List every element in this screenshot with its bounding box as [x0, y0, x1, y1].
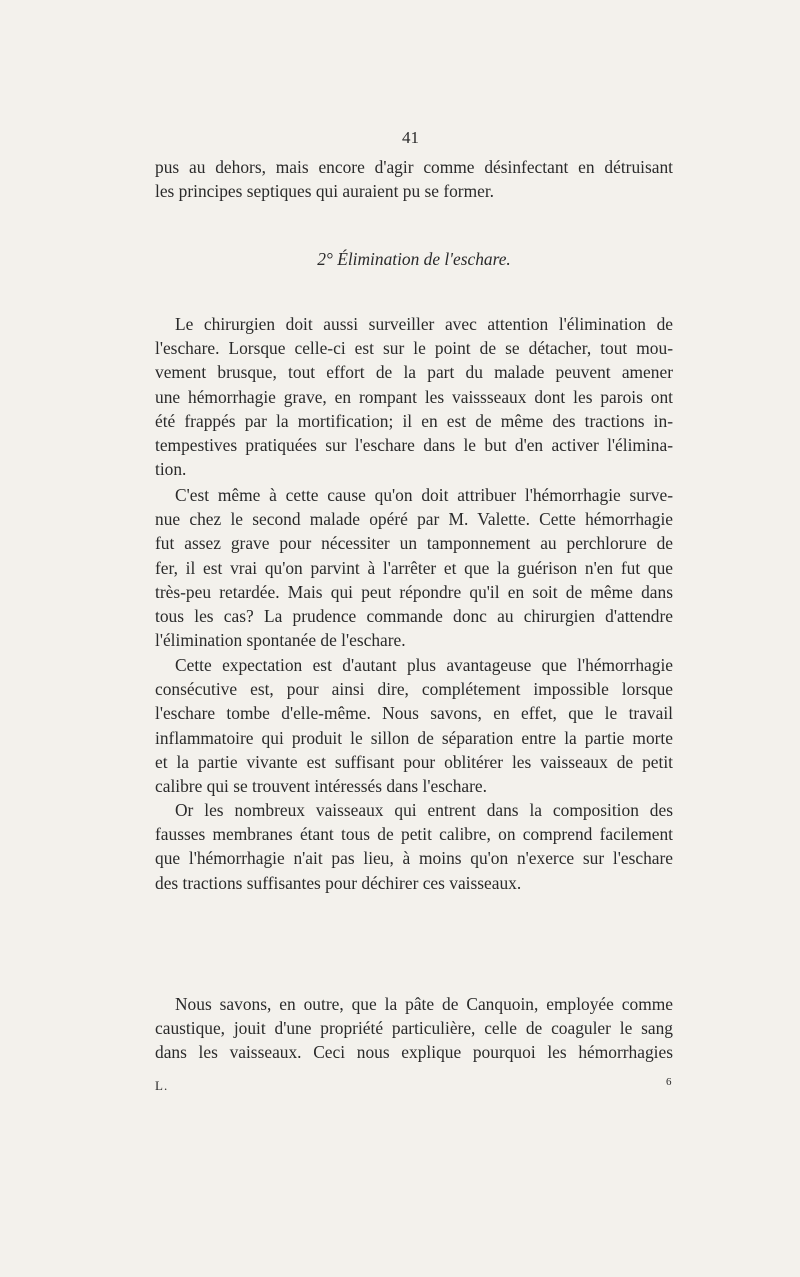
- text-line: nue chez le second malade opéré par M. Valette. Cette hémorrhagie: [155, 509, 673, 530]
- text-line: pus au dehors, mais encore d'agir comme désinfectant en détruisant: [155, 157, 673, 177]
- text-line: très-peu retardée. Mais qui peut répondre qu'il en soit de même dans: [155, 581, 673, 602]
- section-heading: 2° Élimination de l'eschare.: [317, 249, 511, 269]
- text-line: consécutive est, pour ainsi dire, complétement impossible lorsque: [155, 679, 673, 700]
- text-line: fer, il est vrai qu'on parvint à l'arrêter et que la guérison n'en fut que: [155, 557, 673, 578]
- text-line: dans les vaisseaux. Ceci nous explique pourquoi les hémorrhagies: [155, 1042, 673, 1063]
- page-number: 41: [402, 128, 419, 147]
- text-line: et la partie vivante est suffisant pour oblitérer les vaisseaux de petit: [155, 751, 673, 772]
- text-line: caustique, jouit d'une propriété particulière, celle de coaguler le sang: [155, 1018, 673, 1039]
- text-line: vement brusque, tout effort de la part du malade peuvent amener: [155, 362, 673, 383]
- text-line: des tractions suffisantes pour déchirer ces vaisseaux.: [155, 872, 522, 893]
- text-line: fausses membranes étant tous de petit calibre, on comprend facilement: [155, 824, 673, 845]
- text-line: tous les cas? La prudence commande donc au chirurgien d'attendre: [155, 606, 673, 626]
- text-line: une hémorrhagie grave, en rompant les vaissseaux dont les parois ont: [155, 386, 673, 407]
- text-line: l'eschare tombe d'elle-même. Nous savons, en effet, que le travail: [155, 703, 673, 724]
- text-line: Cette expectation est d'autant plus avantageuse que l'hémorrhagie: [175, 655, 673, 675]
- text-line: Le chirurgien doit aussi surveiller avec attention l'élimination de: [175, 314, 673, 334]
- text-line: calibre qui se trouvent intéressés dans l'eschare.: [155, 776, 487, 796]
- text-line: tempestives pratiquées sur l'eschare dans le but d'en activer l'élimina-: [155, 435, 673, 455]
- text-line: l'eschare. Lorsque celle-ci est sur le point de se détacher, tout mou-: [155, 338, 673, 359]
- text-line: été frappés par la mortification; il en est de même des tractions in-: [155, 410, 673, 431]
- text-line: inflammatoire qui produit le sillon de séparation entre la partie morte: [155, 727, 673, 748]
- text-line: fut assez grave pour nécessiter un tamponnement au perchlorure de: [155, 533, 673, 554]
- text-line: C'est même à cette cause qu'on doit attribuer l'hémorrhagie surve-: [175, 485, 673, 505]
- text-line: tion.: [155, 459, 187, 480]
- text-line: que l'hémorrhagie n'ait pas lieu, à moins qu'on n'exerce sur l'eschare: [155, 848, 673, 869]
- text-line: Or les nombreux vaisseaux qui entrent dans la composition des: [175, 800, 673, 820]
- text-line: Nous savons, en outre, que la pâte de Canquoin, employée comme: [175, 994, 673, 1014]
- signature-mark: L.: [155, 1078, 169, 1093]
- sheet-number: 6: [666, 1076, 672, 1088]
- text-line: l'élimination spontanée de l'eschare.: [155, 630, 406, 651]
- text-line: les principes septiques qui auraient pu se former.: [155, 181, 495, 201]
